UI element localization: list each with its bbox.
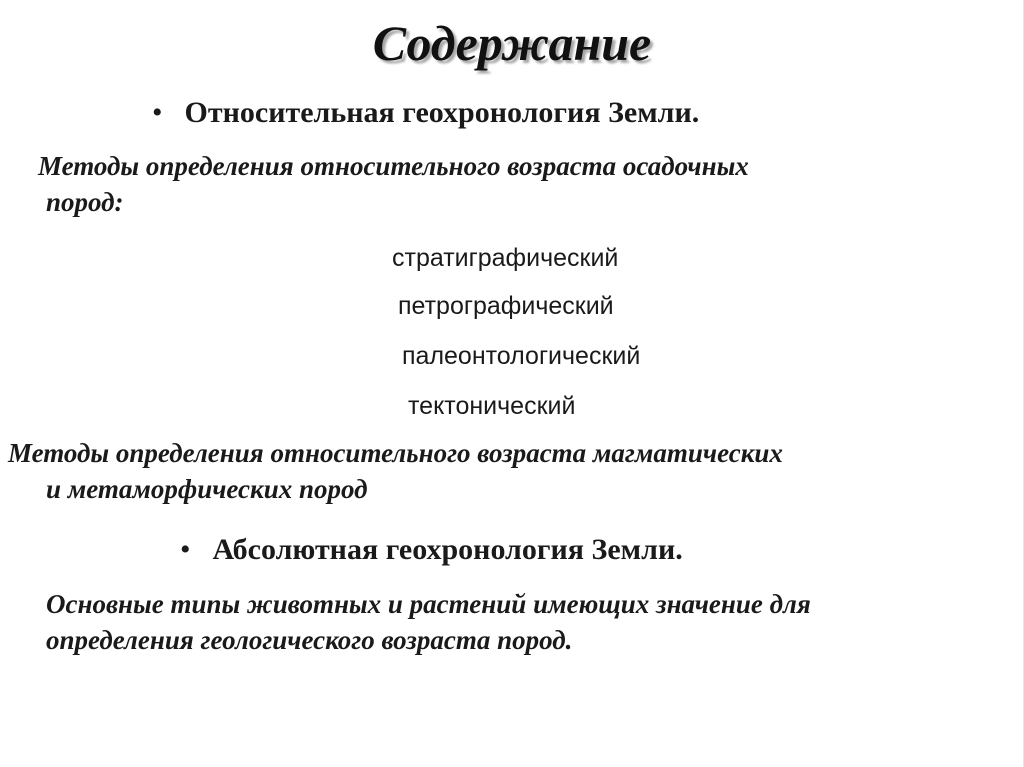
section-absolute-heading-text: Абсолютная геохронология Земли.: [212, 533, 683, 566]
bullet-icon: •: [180, 533, 191, 566]
igneous-methods-line-1: Методы определения относительного возраста магматических: [8, 438, 783, 468]
method-petrographic: петрографический: [398, 292, 614, 320]
sedimentary-methods-line-1: Методы определения относительного возраста осадочных: [38, 151, 749, 181]
slide-title: Содержание: [372, 15, 652, 71]
sedimentary-methods-line-2: пород:: [46, 187, 124, 217]
igneous-methods-line-2: и метаморфических пород: [46, 474, 368, 504]
section-relative-heading-text: Относительная геохронология Земли.: [184, 96, 700, 129]
method-stratigraphic: стратиграфический: [392, 244, 619, 272]
bullet-icon: •: [152, 96, 163, 129]
organism-types-text: [38, 586, 811, 658]
section-absolute-heading: [180, 533, 683, 567]
igneous-methods-text: [8, 435, 783, 507]
method-tectonic: тектонический: [408, 392, 576, 420]
sedimentary-methods-text: [38, 148, 749, 220]
organism-types-line-1: Основные типы животных и растений имеющих значение для: [46, 589, 811, 619]
organism-types-line-2: определения геологического возраста пород.: [46, 625, 573, 655]
method-paleontological: палеонтологический: [402, 342, 641, 370]
section-relative-heading: [152, 96, 699, 130]
